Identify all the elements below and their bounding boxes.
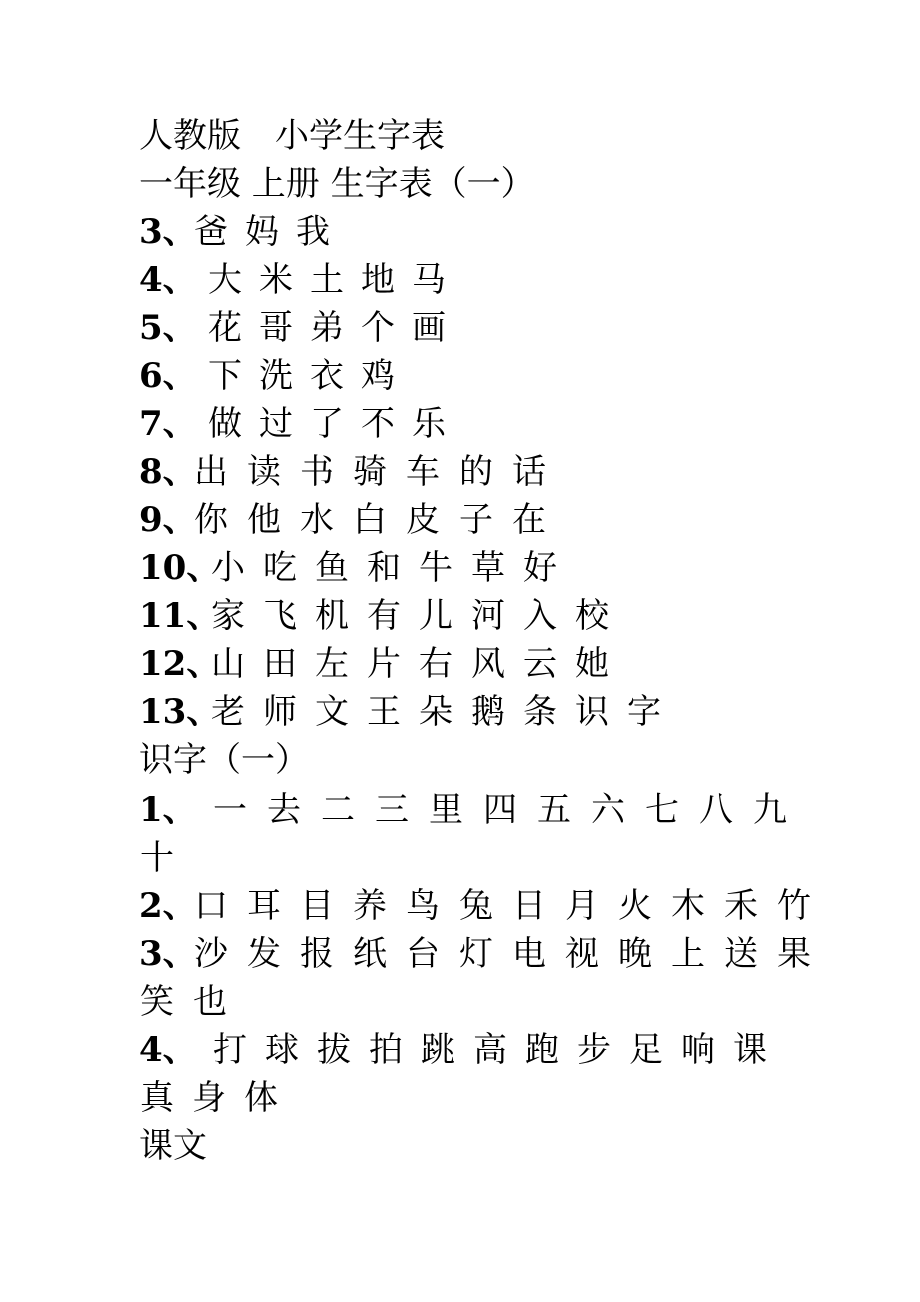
hanzi-char: 六 (591, 790, 625, 830)
lesson-number: 13、 (139, 692, 221, 732)
hanzi-char: 文 (315, 692, 349, 732)
hanzi-char: 视 (565, 934, 599, 974)
hanzi-char: 家 (211, 596, 245, 636)
hanzi-char: 字 (627, 692, 661, 732)
shizi-line-3 (139, 930, 811, 978)
shizi-line-4 (139, 1026, 767, 1074)
hanzi-char: 送 (724, 934, 758, 974)
hanzi-char: 乐 (412, 404, 446, 444)
hanzi-char: 上 (671, 934, 705, 974)
lesson-number: 6、 (139, 356, 197, 396)
shizi-line-2 (139, 882, 811, 930)
hanzi-char: 衣 (310, 356, 344, 396)
lesson-number: 3、 (139, 212, 197, 252)
hanzi-char: 书 (300, 452, 334, 492)
hanzi-char: 不 (361, 404, 395, 444)
hanzi-char: 鸟 (406, 886, 440, 926)
hanzi-char: 吃 (263, 548, 297, 588)
lesson-number: 4、 (139, 260, 197, 300)
hanzi-char: 发 (247, 934, 281, 974)
hanzi-char: 师 (263, 692, 297, 732)
hanzi-char: 跳 (421, 1030, 455, 1070)
hanzi-char: 王 (367, 692, 401, 732)
shizi-number: 2、 (139, 886, 197, 926)
lesson-line-8 (139, 448, 546, 496)
hanzi-char: 过 (259, 404, 293, 444)
hanzi-char: 和 (367, 548, 401, 588)
hanzi-char: 竹 (777, 886, 811, 926)
hanzi-char: 皮 (406, 500, 440, 540)
hanzi-char: 二 (321, 790, 355, 830)
hanzi-char: 在 (512, 500, 546, 540)
hanzi-char: 耳 (247, 886, 281, 926)
hanzi-char: 兔 (459, 886, 493, 926)
hanzi-char: 地 (361, 260, 395, 300)
hanzi-char: 做 (208, 404, 242, 444)
lesson-line-7 (139, 400, 446, 448)
hanzi-char: 读 (247, 452, 281, 492)
hanzi-char: 爸 (194, 212, 228, 252)
hanzi-char: 报 (300, 934, 334, 974)
hanzi-char: 三 (375, 790, 409, 830)
lesson-number: 9、 (139, 500, 197, 540)
lesson-line-9 (139, 496, 546, 544)
lesson-line-5 (139, 304, 446, 352)
hanzi-char: 响 (681, 1030, 715, 1070)
hanzi-char: 马 (412, 260, 446, 300)
hanzi-char: 四 (483, 790, 517, 830)
hanzi-char: 灯 (459, 934, 493, 974)
hanzi-char: 朵 (419, 692, 453, 732)
hanzi-char: 里 (429, 790, 463, 830)
hanzi-char: 机 (315, 596, 349, 636)
lesson-number: 7、 (139, 404, 197, 444)
hanzi-char: 右 (419, 644, 453, 684)
hanzi-char: 土 (310, 260, 344, 300)
lesson-line-13 (139, 688, 661, 736)
lesson-line-12 (139, 640, 609, 688)
hanzi-char: 养 (353, 886, 387, 926)
lesson-line-6 (139, 352, 395, 400)
lesson-line-4 (139, 256, 446, 304)
hanzi-char: 校 (575, 596, 609, 636)
hanzi-char: 云 (523, 644, 557, 684)
hanzi-char: 步 (577, 1030, 611, 1070)
lesson-number: 11、 (139, 596, 221, 636)
hanzi-char: 条 (523, 692, 557, 732)
hanzi-char: 体 (244, 1078, 278, 1118)
hanzi-char: 鱼 (315, 548, 349, 588)
shizi-number: 3、 (139, 934, 197, 974)
hanzi-char: 打 (213, 1030, 247, 1070)
lesson-number: 5、 (139, 308, 197, 348)
hanzi-char: 八 (699, 790, 733, 830)
hanzi-char: 电 (512, 934, 546, 974)
section-heading-kewen: 课文 (139, 1126, 207, 1166)
hanzi-char: 火 (618, 886, 652, 926)
hanzi-char: 好 (523, 548, 557, 588)
hanzi-char: 车 (406, 452, 440, 492)
hanzi-char: 弟 (310, 308, 344, 348)
hanzi-char: 你 (194, 500, 228, 540)
hanzi-char: 左 (315, 644, 349, 684)
hanzi-char: 日 (512, 886, 546, 926)
hanzi-char: 儿 (419, 596, 453, 636)
hanzi-char: 有 (367, 596, 401, 636)
hanzi-char: 纸 (353, 934, 387, 974)
lesson-number: 8、 (139, 452, 197, 492)
hanzi-char: 拍 (369, 1030, 403, 1070)
hanzi-char: 河 (471, 596, 505, 636)
lesson-line-11 (139, 592, 609, 640)
hanzi-char: 花 (208, 308, 242, 348)
shizi-line-1 (139, 786, 787, 834)
hanzi-char: 鸡 (361, 356, 395, 396)
hanzi-char: 画 (412, 308, 446, 348)
hanzi-char: 沙 (194, 934, 228, 974)
hanzi-char: 拔 (317, 1030, 351, 1070)
hanzi-char: 一 (213, 790, 247, 830)
hanzi-char: 话 (512, 452, 546, 492)
hanzi-char: 小 (211, 548, 245, 588)
hanzi-char: 月 (565, 886, 599, 926)
document-subtitle: 一年级 上册 生字表（一） (139, 164, 535, 204)
hanzi-char: 七 (645, 790, 679, 830)
hanzi-char: 风 (471, 644, 505, 684)
hanzi-char: 飞 (263, 596, 297, 636)
hanzi-char: 鹅 (471, 692, 505, 732)
shizi-number: 1、 (139, 790, 197, 830)
lesson-number: 10、 (139, 548, 221, 588)
hanzi-char: 五 (537, 790, 571, 830)
hanzi-char: 牛 (419, 548, 453, 588)
hanzi-char: 目 (300, 886, 334, 926)
hanzi-char: 米 (259, 260, 293, 300)
lesson-number: 12、 (139, 644, 221, 684)
hanzi-char: 大 (208, 260, 242, 300)
hanzi-char: 也 (193, 982, 227, 1022)
hanzi-char: 洗 (259, 356, 293, 396)
hanzi-char: 去 (267, 790, 301, 830)
hanzi-char: 田 (263, 644, 297, 684)
hanzi-char: 出 (194, 452, 228, 492)
hanzi-char: 她 (575, 644, 609, 684)
hanzi-char: 台 (406, 934, 440, 974)
shizi-number: 4、 (139, 1030, 197, 1070)
hanzi-char: 跑 (525, 1030, 559, 1070)
hanzi-char: 高 (473, 1030, 507, 1070)
hanzi-char: 晚 (618, 934, 652, 974)
hanzi-char: 球 (265, 1030, 299, 1070)
hanzi-char: 笑 (140, 982, 174, 1022)
hanzi-char: 真 (140, 1078, 174, 1118)
document-title: 人教版 小学生字表 (139, 116, 445, 156)
hanzi-char: 白 (353, 500, 387, 540)
hanzi-char: 水 (300, 500, 334, 540)
hanzi-char: 口 (194, 886, 228, 926)
hanzi-char: 了 (310, 404, 344, 444)
hanzi-char: 入 (523, 596, 557, 636)
hanzi-char: 身 (192, 1078, 226, 1118)
hanzi-char: 片 (367, 644, 401, 684)
hanzi-char: 果 (777, 934, 811, 974)
hanzi-char: 个 (361, 308, 395, 348)
hanzi-char: 骑 (353, 452, 387, 492)
section-heading-shizi: 识字（一） (139, 740, 309, 780)
hanzi-char: 课 (733, 1030, 767, 1070)
hanzi-char: 老 (211, 692, 245, 732)
hanzi-char: 山 (211, 644, 245, 684)
hanzi-char: 识 (575, 692, 609, 732)
hanzi-char: 他 (247, 500, 281, 540)
hanzi-char: 我 (296, 212, 330, 252)
hanzi-char: 的 (459, 452, 493, 492)
hanzi-char: 下 (208, 356, 242, 396)
hanzi-char: 子 (459, 500, 493, 540)
hanzi-char: 哥 (259, 308, 293, 348)
hanzi-char: 妈 (245, 212, 279, 252)
hanzi-char: 禾 (724, 886, 758, 926)
lesson-line-10 (139, 544, 557, 592)
lesson-line-3 (139, 208, 330, 256)
hanzi-char: 木 (671, 886, 705, 926)
hanzi-char: 十 (140, 838, 174, 878)
hanzi-char: 九 (753, 790, 787, 830)
hanzi-char: 草 (471, 548, 505, 588)
hanzi-char: 足 (629, 1030, 663, 1070)
